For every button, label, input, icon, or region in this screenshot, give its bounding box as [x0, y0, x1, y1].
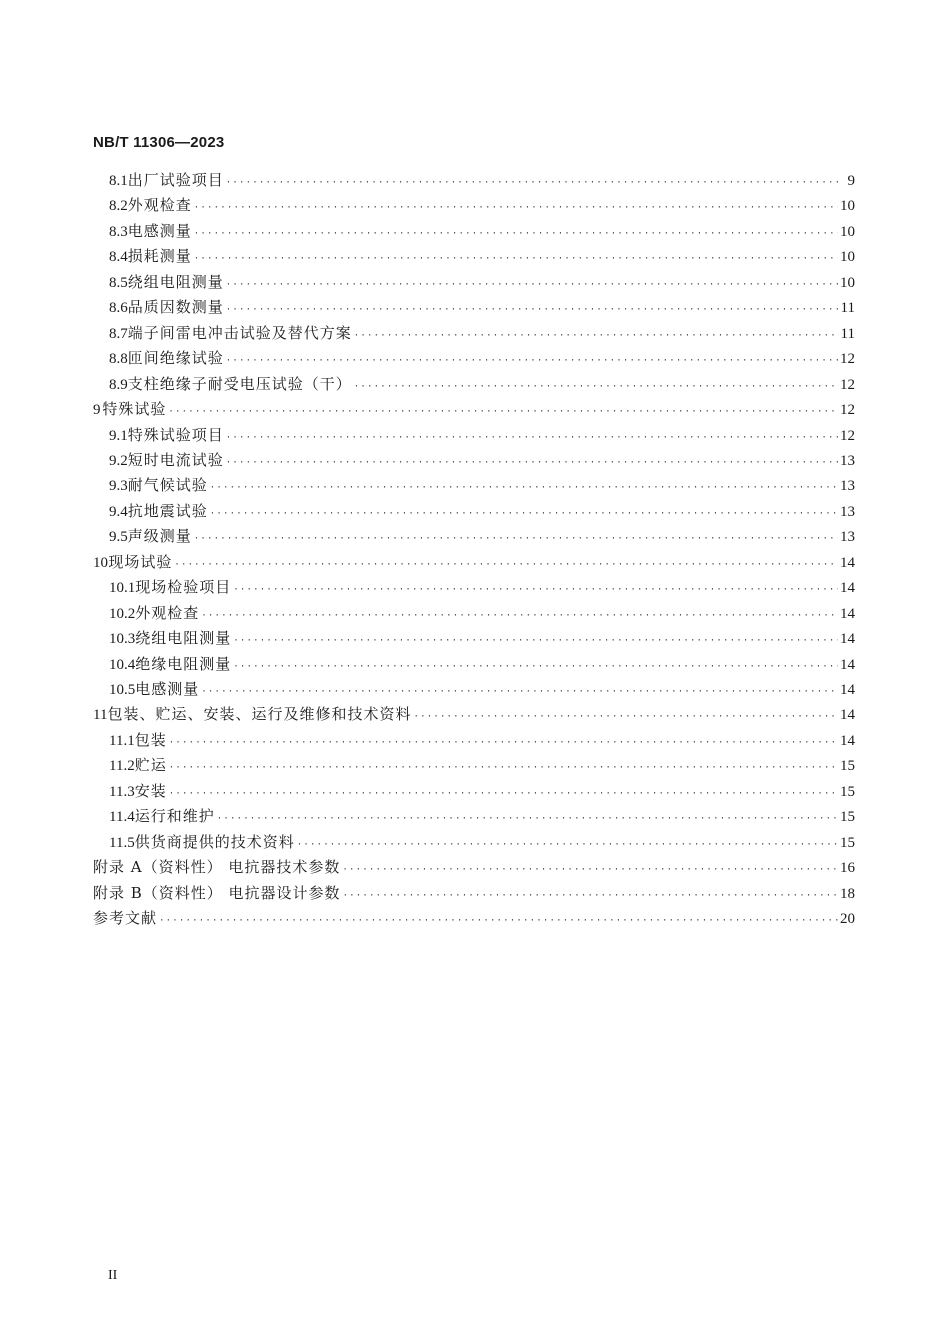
- toc-entry-title: 附录 A（资料性） 电抗器技术参数: [93, 858, 341, 877]
- toc-leader-dots: [201, 680, 838, 704]
- toc-entry-title: 电感测量: [127, 221, 192, 240]
- toc-leader-dots: [194, 222, 838, 246]
- toc-entry-page: 14: [840, 682, 855, 698]
- toc-entry-page: 14: [840, 554, 855, 571]
- toc-entry-title: 绕组电阻测量: [135, 629, 232, 648]
- toc-leader-dots: [194, 247, 838, 271]
- toc-entry-title: 电感测量: [135, 680, 200, 698]
- toc-leader-dots: [226, 451, 838, 475]
- toc-leader-dots: [169, 756, 838, 780]
- toc-entry-number: 10: [93, 554, 108, 571]
- toc-entry-page: 14: [840, 605, 855, 622]
- toc-entry-number: 11.3: [109, 783, 135, 800]
- toc-entry-number: 10.4: [109, 656, 136, 673]
- toc-entry[interactable]: [109, 601, 855, 625]
- toc-entry-number: 10.1: [109, 580, 136, 597]
- toc-leader-dots: [354, 324, 839, 348]
- toc-entry-page: 15: [840, 834, 855, 851]
- toc-entry-title: 特殊试验: [102, 400, 167, 419]
- toc-entry-number: 11.5: [109, 834, 135, 851]
- toc-entry[interactable]: [109, 779, 855, 803]
- toc-leader-dots: [343, 884, 838, 908]
- toc-leader-dots: [342, 858, 838, 882]
- toc-entry-number: 10.2: [109, 605, 136, 622]
- toc-entry-page: 12: [840, 402, 855, 419]
- toc-entry[interactable]: [109, 168, 855, 192]
- toc-entry[interactable]: [109, 346, 855, 370]
- toc-entry[interactable]: [93, 702, 855, 726]
- toc-leader-dots: [168, 400, 838, 424]
- toc-entry[interactable]: [93, 397, 855, 421]
- toc-entry-page: 14: [840, 656, 855, 673]
- toc-entry-page: 10: [840, 223, 855, 240]
- toc-entry-number: 8.1: [109, 173, 128, 189]
- toc-entry-number: 9.2: [109, 452, 128, 469]
- toc-entry[interactable]: [93, 881, 855, 905]
- toc-entry[interactable]: [109, 473, 855, 497]
- toc-entry-title: 支柱绝缘子耐受电压试验（干）: [127, 374, 352, 393]
- toc-entry[interactable]: [109, 575, 855, 599]
- toc-entry-page: 12: [840, 376, 855, 393]
- toc-leader-dots: [169, 782, 838, 806]
- toc-entry-number: 10.5: [109, 682, 136, 698]
- toc-entry-page: 11: [840, 300, 855, 317]
- toc-entry-number: 8.9: [109, 376, 128, 393]
- toc-entry[interactable]: [109, 677, 855, 701]
- toc-entry-number: 9.3: [109, 478, 128, 495]
- toc-entry-page: 18: [840, 885, 855, 902]
- toc-leader-dots: [413, 705, 838, 729]
- toc-entry-page: 10: [840, 274, 855, 291]
- toc-entry-page: 12: [840, 427, 855, 444]
- toc-leader-dots: [226, 171, 841, 195]
- toc-entry-title: 贮运: [134, 756, 167, 775]
- toc-entry-number: 10.3: [109, 631, 136, 648]
- toc-leader-dots: [233, 578, 838, 602]
- toc-entry-title: 外观检查: [127, 196, 192, 215]
- toc-entry-number: 11.4: [109, 809, 135, 826]
- toc-entry[interactable]: [109, 830, 855, 854]
- toc-entry-number: 8.3: [109, 223, 128, 240]
- toc-entry-number: 8.4: [109, 249, 128, 266]
- toc-entry-number: 8.5: [109, 274, 128, 291]
- toc-entry-number: 8.7: [109, 325, 128, 342]
- toc-leader-dots: [169, 731, 838, 755]
- toc-leader-dots: [226, 298, 839, 322]
- toc-entry[interactable]: [109, 753, 855, 777]
- toc-entry-number: 9.1: [109, 427, 128, 444]
- toc-entry[interactable]: [109, 804, 855, 828]
- toc-entry-page: 14: [840, 732, 855, 749]
- toc-leader-dots: [226, 426, 838, 450]
- toc-entry-page: 13: [840, 503, 855, 520]
- toc-entry[interactable]: [93, 855, 855, 879]
- toc-entry-title: 匝间绝缘试验: [127, 349, 224, 368]
- toc-entry-page: 15: [840, 758, 855, 775]
- toc-leader-dots: [210, 502, 838, 526]
- toc-entry-number: 8.6: [109, 300, 128, 317]
- toc-entry-page: 14: [840, 631, 855, 648]
- toc-entry-title: 包装: [134, 730, 167, 749]
- toc-entry-number: 11: [93, 707, 108, 724]
- toc-leader-dots: [233, 629, 838, 653]
- toc-entry[interactable]: [109, 499, 855, 523]
- toc-entry-page: 13: [840, 478, 855, 495]
- toc-entry-title: 现场试验: [108, 552, 173, 571]
- toc-entry[interactable]: [109, 728, 855, 752]
- toc-entry[interactable]: [109, 270, 855, 294]
- toc-entry-page: 20: [840, 911, 855, 928]
- toc-entry-title: 端子间雷电冲击试验及替代方案: [127, 323, 352, 342]
- standard-number-header: NB/T 11306—2023: [93, 134, 225, 151]
- toc-leader-dots: [194, 527, 838, 551]
- toc-leader-dots: [226, 349, 838, 373]
- toc-entry[interactable]: [109, 652, 855, 676]
- toc-entry-title: 耐气候试验: [127, 476, 208, 495]
- toc-entry-title: 抗地震试验: [127, 501, 208, 520]
- toc-entry-title: 损耗测量: [127, 247, 192, 266]
- toc-entry-page: 15: [840, 783, 855, 800]
- toc-entry-page: 13: [840, 452, 855, 469]
- toc-entry[interactable]: [109, 295, 855, 319]
- toc-entry-title: 出厂试验项目: [127, 171, 224, 189]
- toc-entry-title: 声级测量: [127, 527, 192, 546]
- toc-entry-title: 附录 B（资料性） 电抗器设计参数: [93, 883, 341, 902]
- toc-entry-title: 品质因数测量: [127, 298, 224, 317]
- toc-entry-number: 9.5: [109, 529, 128, 546]
- toc-leader-dots: [297, 833, 838, 857]
- toc-entry-number: 11.2: [109, 758, 135, 775]
- toc-leader-dots: [217, 807, 838, 831]
- toc-entry[interactable]: [93, 550, 855, 574]
- toc-entry-title: 运行和维护: [134, 807, 215, 826]
- toc-entry-title: 绝缘电阻测量: [135, 654, 232, 673]
- toc-entry-page: 16: [840, 860, 855, 877]
- toc-entry[interactable]: [109, 524, 855, 548]
- toc-leader-dots: [354, 375, 838, 399]
- toc-entry-title: 安装: [134, 781, 167, 800]
- toc-entry-page: 9: [847, 173, 855, 189]
- toc-entry-number: 9: [93, 402, 101, 419]
- toc-entry-page: 14: [840, 580, 855, 597]
- toc-entry-title: 现场检验项目: [135, 578, 232, 597]
- toc-entry[interactable]: [109, 219, 855, 243]
- toc-entry[interactable]: [109, 423, 855, 447]
- toc-entry[interactable]: [109, 244, 855, 268]
- toc-leader-dots: [201, 604, 838, 628]
- toc-entry-page: 12: [840, 351, 855, 368]
- toc-leader-dots: [233, 655, 838, 679]
- toc-entry-number: 8.2: [109, 198, 128, 215]
- toc-entry-title: 供货商提供的技术资料: [134, 832, 295, 851]
- toc-leader-dots: [174, 553, 838, 577]
- toc-entry-number: 9.4: [109, 503, 128, 520]
- toc-entry[interactable]: [109, 321, 855, 345]
- toc-leader-dots: [226, 273, 838, 297]
- toc-entry[interactable]: [93, 906, 855, 930]
- toc-leader-dots: [194, 196, 838, 220]
- toc-entry-title: 特殊试验项目: [127, 425, 224, 444]
- toc-entry[interactable]: [109, 626, 855, 650]
- toc-entry[interactable]: [109, 372, 855, 396]
- page-number-footer: II: [108, 1268, 118, 1283]
- toc-entry-number: 8.8: [109, 351, 128, 368]
- toc-entry-page: 11: [840, 325, 855, 342]
- toc-entry-title: 短时电流试验: [127, 450, 224, 469]
- toc-entry-title: 包装、贮运、安装、运行及维修和技术资料: [107, 705, 412, 724]
- toc-entry-title: 绕组电阻测量: [127, 272, 224, 291]
- toc-entry[interactable]: [109, 193, 855, 217]
- toc-entry-page: 15: [840, 809, 855, 826]
- toc-entry-title: 参考文献: [93, 909, 158, 928]
- toc-leader-dots: [210, 476, 838, 500]
- toc-entry[interactable]: [109, 448, 855, 472]
- toc-entry-number: 11.1: [109, 732, 135, 749]
- toc-entry-page: 13: [840, 529, 855, 546]
- toc-leader-dots: [159, 909, 838, 933]
- toc-entry-page: 14: [840, 707, 855, 724]
- toc-entry-page: 10: [840, 249, 855, 266]
- toc-entry-title: 外观检查: [135, 603, 200, 622]
- toc-entry-page: 10: [840, 198, 855, 215]
